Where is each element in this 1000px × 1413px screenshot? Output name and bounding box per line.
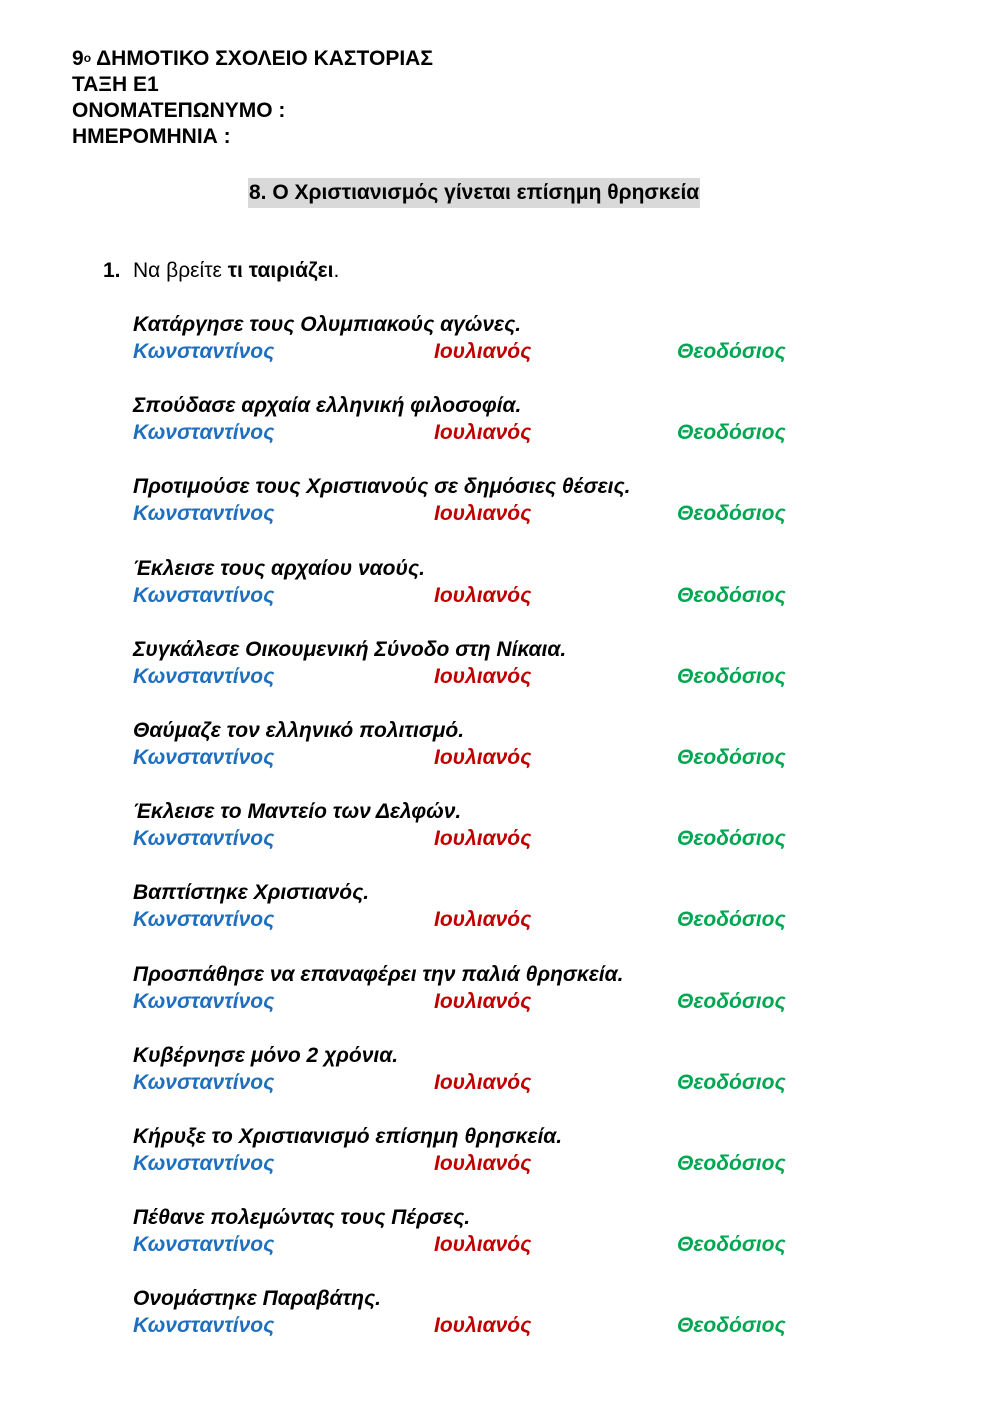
answer-option[interactable]: Θεοδόσιος <box>677 502 786 525</box>
answer-options <box>133 582 833 609</box>
school-name: ΔΗΜΟΤΙΚΟ ΣΧΟΛΕΙΟ ΚΑΣΤΟΡΙΑΣ <box>91 47 433 70</box>
answer-option[interactable]: Θεοδόσιος <box>677 340 786 363</box>
page-title: 8. Ο Χριστιανισμός γίνεται επίσημη θρησκεία <box>248 178 700 208</box>
question-item <box>133 879 833 933</box>
answer-options <box>133 1231 833 1258</box>
answer-option[interactable]: Θεοδόσιος <box>677 908 786 931</box>
answer-options <box>133 663 833 690</box>
answer-options <box>133 419 833 446</box>
question-item <box>133 311 833 365</box>
answer-option[interactable]: Ιουλιανός <box>434 340 532 363</box>
answer-option[interactable]: Ιουλιανός <box>434 584 532 607</box>
question-text: Συγκάλεσε Οικουμενική Σύνοδο στη Νίκαια. <box>133 638 567 661</box>
answer-option[interactable]: Κωνσταντίνος <box>133 990 275 1013</box>
question-item <box>133 1042 833 1096</box>
answer-option[interactable]: Ιουλιανός <box>434 502 532 525</box>
question-item <box>133 961 833 1015</box>
question-text: Προσπάθησε να επαναφέρει την παλιά θρησκεία. <box>133 963 624 986</box>
answer-option[interactable]: Κωνσταντίνος <box>133 340 275 363</box>
answer-option[interactable]: Κωνσταντίνος <box>133 502 275 525</box>
instruction-bold: τι ταιριάζει <box>227 259 334 282</box>
answer-option[interactable]: Κωνσταντίνος <box>133 584 275 607</box>
worksheet-header <box>72 46 433 150</box>
question-item <box>133 1123 833 1177</box>
answer-option[interactable]: Θεοδόσιος <box>677 665 786 688</box>
answer-option[interactable]: Ιουλιανός <box>434 827 532 850</box>
answer-option[interactable]: Ιουλιανός <box>434 1152 532 1175</box>
question-item <box>133 636 833 690</box>
question-text: Πέθανε πολεμώντας τους Πέρσες. <box>133 1206 471 1229</box>
question-item <box>133 1204 833 1258</box>
answer-option[interactable]: Θεοδόσιος <box>677 990 786 1013</box>
question-item <box>133 555 833 609</box>
answer-option[interactable]: Ιουλιανός <box>434 746 532 769</box>
answer-option[interactable]: Ιουλιανός <box>434 1314 532 1337</box>
answer-option[interactable]: Κωνσταντίνος <box>133 908 275 931</box>
question-item <box>133 1285 833 1339</box>
school-number-superscript: ο <box>83 51 92 65</box>
answer-option[interactable]: Κωνσταντίνος <box>133 665 275 688</box>
school-number: 9 <box>72 47 84 70</box>
question-text: Ονομάστηκε Παραβάτης. <box>133 1287 381 1310</box>
answer-option[interactable]: Θεοδόσιος <box>677 1071 786 1094</box>
question-text: Θαύμαζε τον ελληνικό πολιτισμό. <box>133 719 465 742</box>
class-label: ΤΑΞΗ Ε1 <box>72 73 159 96</box>
answer-option[interactable]: Κωνσταντίνος <box>133 1071 275 1094</box>
answer-option[interactable]: Θεοδόσιος <box>677 746 786 769</box>
answer-option[interactable]: Κωνσταντίνος <box>133 746 275 769</box>
question-text: Έκλεισε το Μαντείο των Δελφών. <box>133 800 462 823</box>
answer-options <box>133 744 833 771</box>
question-text: Κυβέρνησε μόνο 2 χρόνια. <box>133 1044 399 1067</box>
question-text: Βαπτίστηκε Χριστιανός. <box>133 881 370 904</box>
answer-option[interactable]: Κωνσταντίνος <box>133 421 275 444</box>
answer-options <box>133 988 833 1015</box>
instruction-number: 1. <box>103 259 121 282</box>
title-container <box>248 178 700 208</box>
answer-option[interactable]: Θεοδόσιος <box>677 584 786 607</box>
answer-option[interactable]: Ιουλιανός <box>434 908 532 931</box>
answer-option[interactable]: Κωνσταντίνος <box>133 1233 275 1256</box>
question-text: Έκλεισε τους αρχαίου ναούς. <box>133 557 425 580</box>
school-line <box>72 46 433 72</box>
instruction-prefix: Να βρείτε <box>133 259 228 282</box>
answer-option[interactable]: Ιουλιανός <box>434 421 532 444</box>
answer-options <box>133 1069 833 1096</box>
question-item <box>133 717 833 771</box>
answer-options <box>133 1312 833 1339</box>
question-text: Κήρυξε το Χριστιανισμό επίσημη θρησκεία. <box>133 1125 563 1148</box>
question-item <box>133 798 833 852</box>
answer-option[interactable]: Κωνσταντίνος <box>133 1152 275 1175</box>
answer-option[interactable]: Ιουλιανός <box>434 665 532 688</box>
answer-option[interactable]: Θεοδόσιος <box>677 827 786 850</box>
question-item <box>133 392 833 446</box>
answer-options <box>133 1150 833 1177</box>
question-text: Προτιμούσε τους Χριστιανούς σε δημόσιες θέσεις. <box>133 475 631 498</box>
answer-option[interactable]: Ιουλιανός <box>434 990 532 1013</box>
date-label: ΗΜΕΡΟΜΗΝΙΑ : <box>72 125 231 148</box>
answer-options <box>133 825 833 852</box>
question-text: Σπούδασε αρχαία ελληνική φιλοσοφία. <box>133 394 522 417</box>
answer-options <box>133 906 833 933</box>
answer-options <box>133 500 833 527</box>
answer-option[interactable]: Κωνσταντίνος <box>133 1314 275 1337</box>
answer-option[interactable]: Θεοδόσιος <box>677 421 786 444</box>
answer-options <box>133 338 833 365</box>
instruction <box>103 257 339 285</box>
instruction-suffix: . <box>333 259 340 282</box>
answer-option[interactable]: Θεοδόσιος <box>677 1314 786 1337</box>
answer-option[interactable]: Θεοδόσιος <box>677 1233 786 1256</box>
answer-option[interactable]: Ιουλιανός <box>434 1233 532 1256</box>
question-item <box>133 473 833 527</box>
answer-option[interactable]: Ιουλιανός <box>434 1071 532 1094</box>
answer-option[interactable]: Κωνσταντίνος <box>133 827 275 850</box>
answer-option[interactable]: Θεοδόσιος <box>677 1152 786 1175</box>
question-text: Κατάργησε τους Ολυμπιακούς αγώνες. <box>133 313 522 336</box>
name-label: ΟΝΟΜΑΤΕΠΩΝΥΜΟ : <box>72 99 286 122</box>
